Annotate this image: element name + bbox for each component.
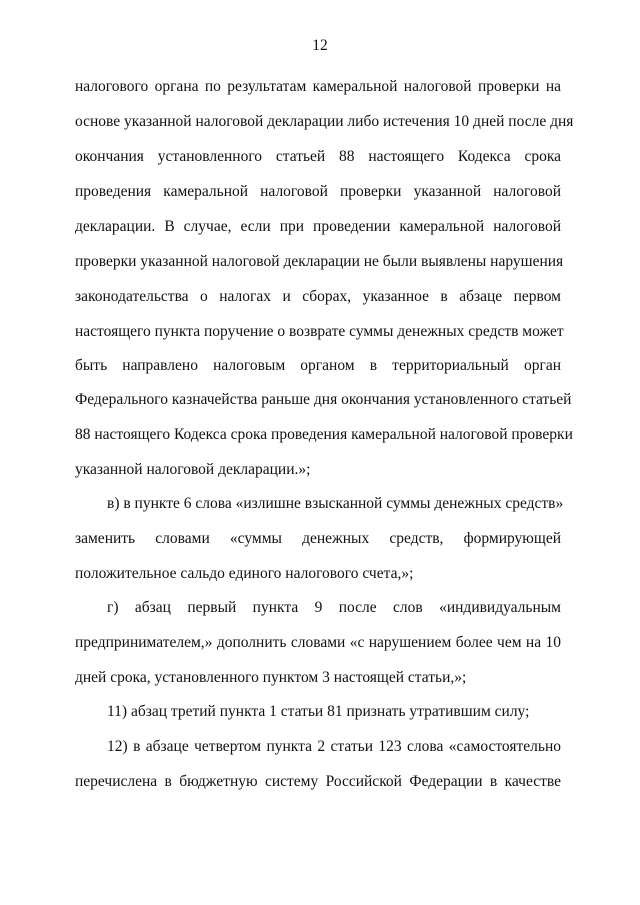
paragraph-first-line: 11) абзац третий пункта 1 статьи 81 признать утратившим силу; xyxy=(107,703,530,720)
text-line: проведения камеральной налоговой проверки указанной налоговой xyxy=(75,183,561,200)
text-line: дней срока, установленного пунктом 3 настоящей статьи,»; xyxy=(75,669,467,686)
text-line: настоящего пункта поручение о возврате суммы денежных средств может xyxy=(75,323,564,340)
text-line: перечислена в бюджетную систему Российской Федерации в качестве xyxy=(75,773,561,790)
text-line: указанной налоговой декларации.»; xyxy=(75,461,311,478)
text-line: окончания установленного статьей 88 настоящего Кодекса срока xyxy=(75,148,561,165)
paragraph-first-line: в) в пункте 6 слова «излишне взысканной суммы денежных средств» xyxy=(107,495,564,512)
page-number: 12 xyxy=(312,37,328,54)
paragraph-first-line: г) абзац первый пункта 9 после слов «индивидуальным xyxy=(107,599,561,616)
text-line: 88 настоящего Кодекса срока проведения камеральной налоговой проверки xyxy=(75,426,573,443)
text-line: предпринимателем,» дополнить словами «с нарушением более чем на 10 xyxy=(75,634,561,651)
text-line: Федерального казначейства раньше дня окончания установленного статьей xyxy=(75,391,572,408)
text-line: налогового органа по результатам камеральной налоговой проверки на xyxy=(75,78,561,95)
text-line: основе указанной налоговой декларации либо истечения 10 дней после дня xyxy=(75,113,574,130)
text-line: законодательства о налогах и сборах, указанное в абзаце первом xyxy=(75,288,561,305)
paragraph-first-line: 12) в абзаце четвертом пункта 2 статьи 123 слова «самостоятельно xyxy=(107,738,561,755)
text-line: быть направлено налоговым органом в территориальный орган xyxy=(75,357,561,374)
text-line: декларации. В случае, если при проведении камеральной налоговой xyxy=(75,218,561,235)
text-line: проверки указанной налоговой декларации не были выявлены нарушения xyxy=(75,253,564,270)
text-line: заменить словами «суммы денежных средств, формирующей xyxy=(75,530,561,547)
text-line: положительное сальдо единого налогового счета,»; xyxy=(75,565,414,582)
